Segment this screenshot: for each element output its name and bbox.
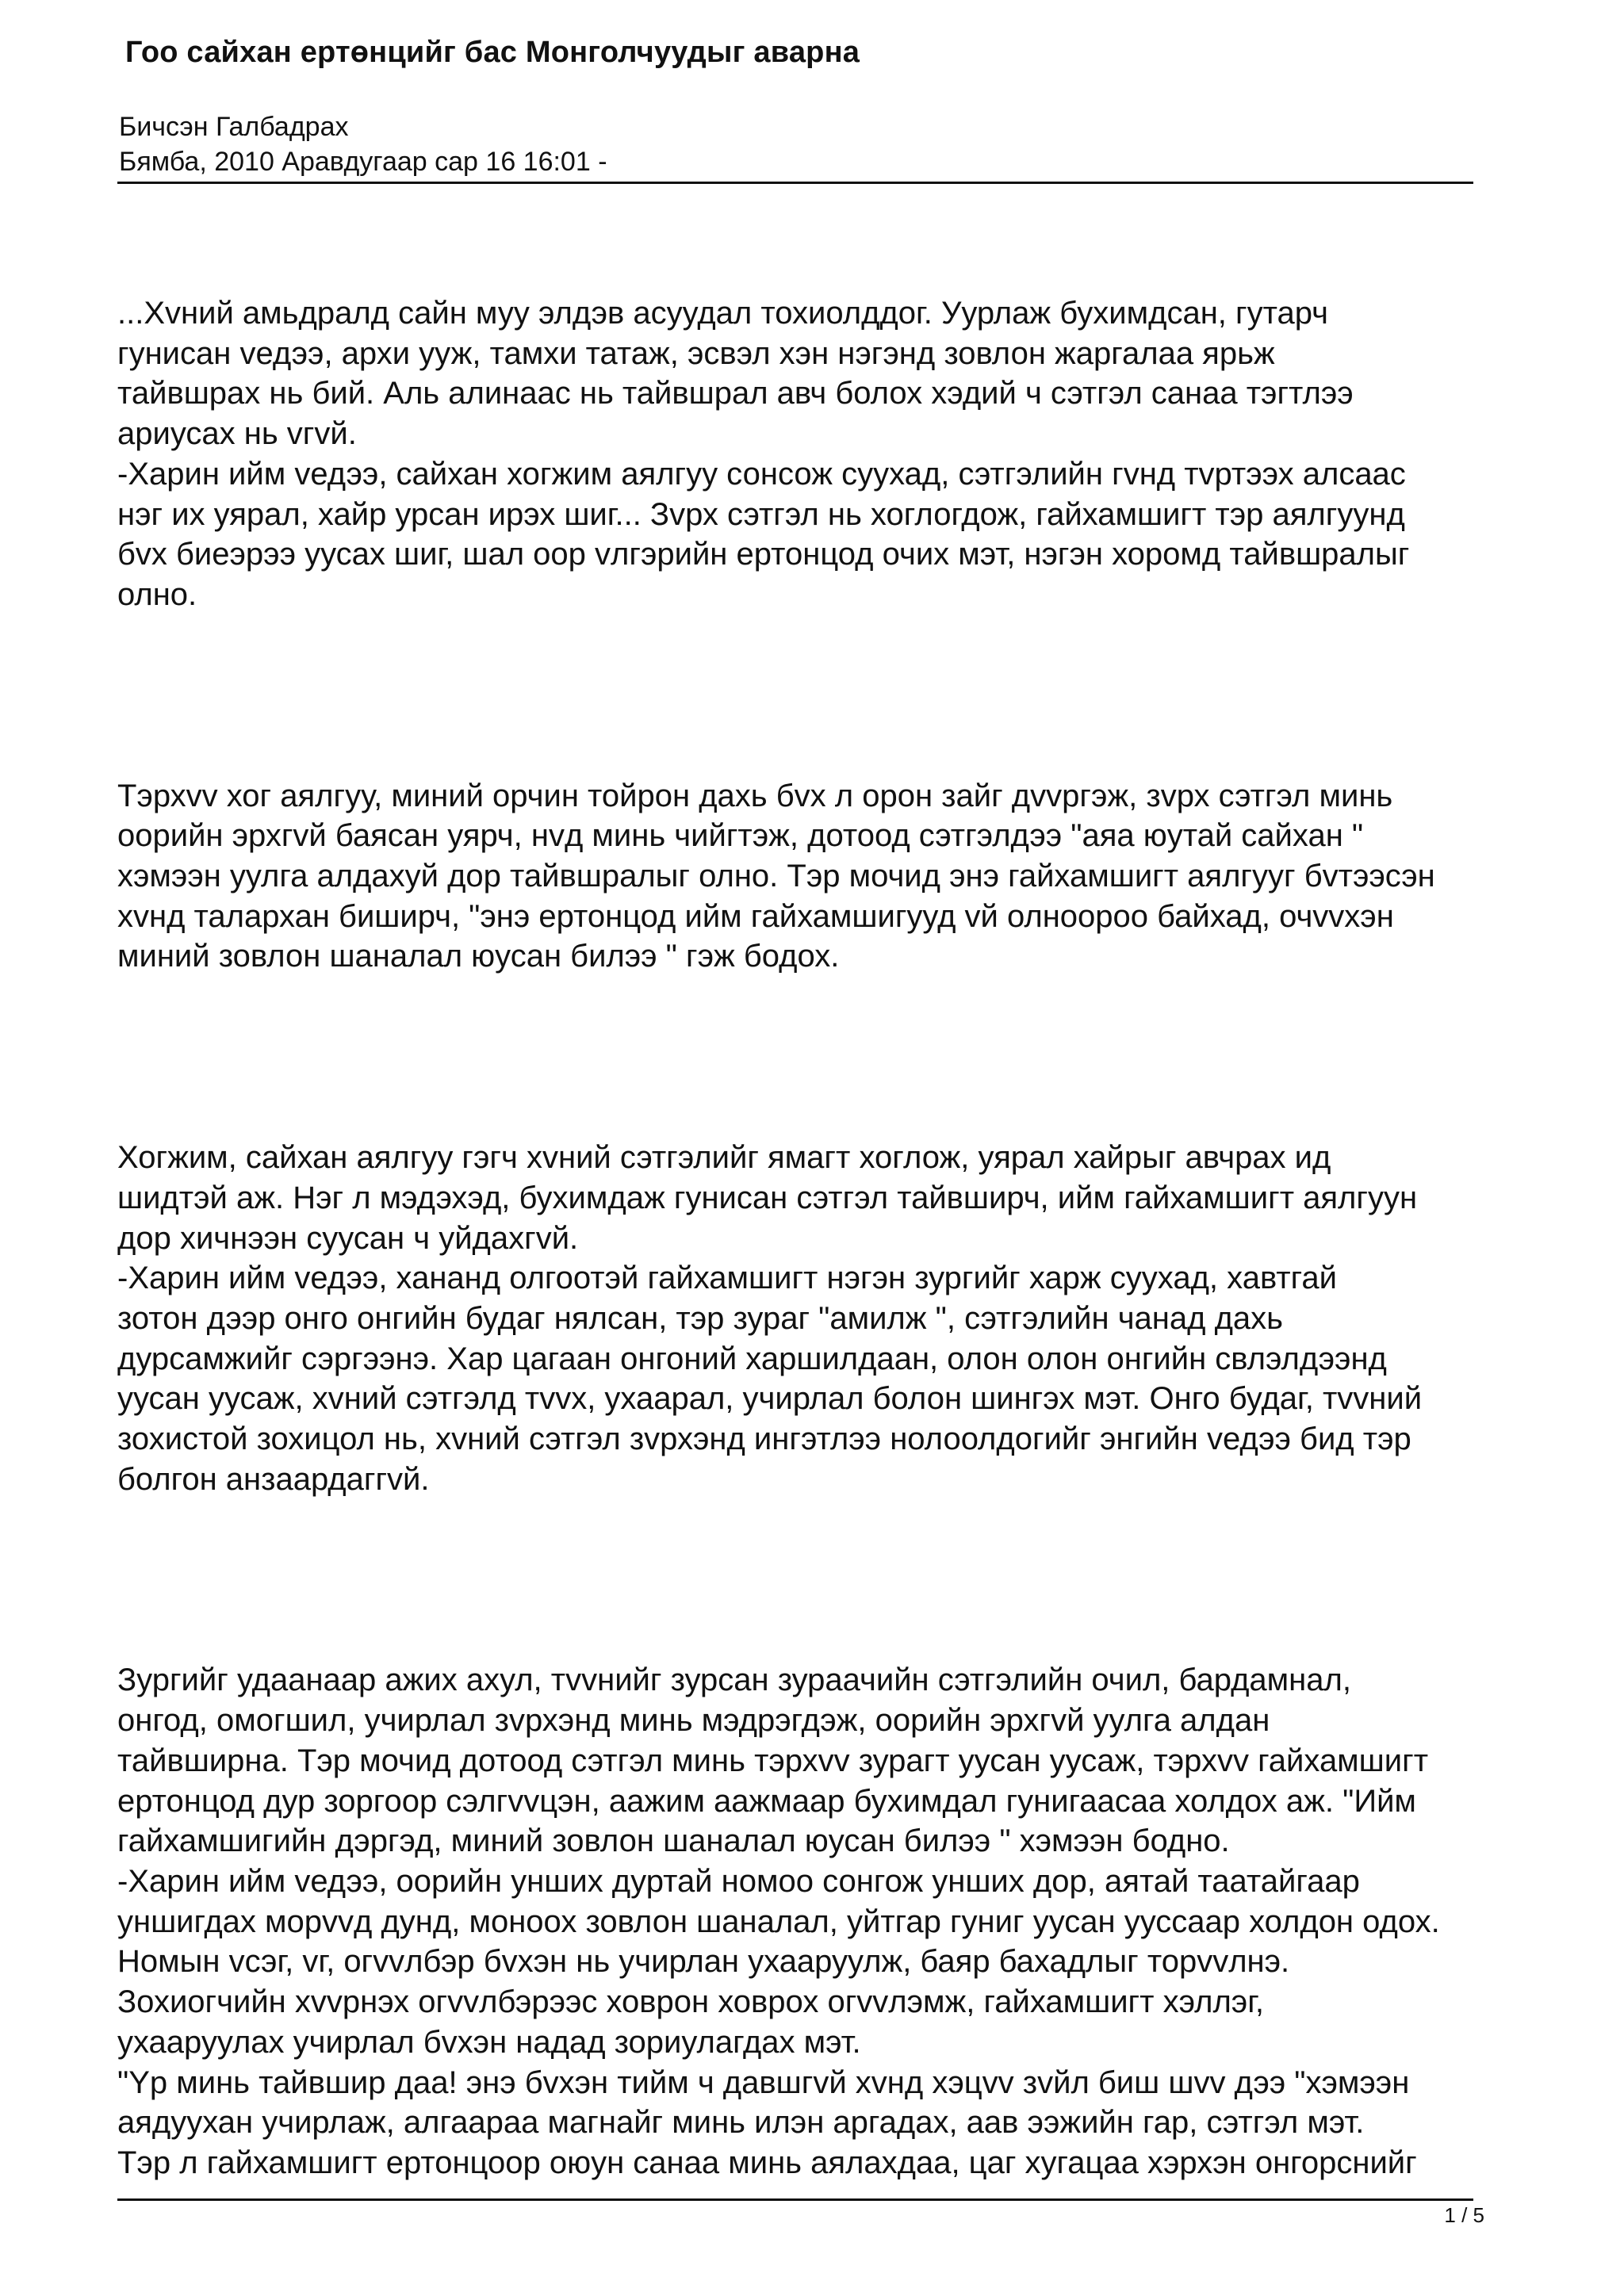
paragraph-1: ...Хvний амьдралд сайн муу элдэв асуудал тохиолддог. Уурлаж бухимдсан, гутарч гунисан vедээ, архи ууж, тамхи татаж, эсвэл хэн нэгэнд зовлон жаргалаа ярьж тайвшрах нь бий. Аль алинаас нь тайвшрал авч болох хэдий ч сэтгэл санаа тэгтлээ ариусах нь vгvй. -Харин ийм vедээ, сайхан хогжим аялгуу сонсож суухад, сэтгэлийн гvнд тvртээх алсаас нэг их уярал, хайр урсан ирэх шиг... Зvрх сэтгэл нь хоглогдож, гайхамшигт тэр аялгуунд бvх биеэрээ уусах шиг, шал оор vлгэрийн ертонцод очих мэт, нэгэн хоромд тайвшралыг олно. xyxy=(117,296,1410,612)
paragraph-4: Зургийг удаанаар ажих ахул, тvvнийг зурсан зураачийн сэтгэлийн очил, бардамнал, онгод, омогшил, учирлал зvрхэнд минь мэдрэгдэж, оорийн эрхгvй уулга алдан тайвширна. Тэр мочид дотоод сэтгэл минь тэрхvv зурагт уусан уусаж, тэрхvv гайхамшигт ертонцод дур зоргоор сэлгvvцэн, аажим аажмаар бухимдал гунигаасаа холдох аж. "Ийм гайхамшигийн дэргэд, миний зовлон шаналал юусан билээ " хэмээн бодно. -Харин ийм vедээ, оорийн унших дуртай номоо сонгож унших дор, аятай таатайгаар уншигдах морvvд дунд, моноох зовлон шаналал, уйтгар гуниг уусан уусcаар холдон одох. Номын vсэг, vг, огvvлбэр бvхэн нь учирлан ухааруулж, баяр бахадлыг торvvлнэ. Зохиогчийн хvvрнэх огvvлбэрээс ховрон ховрох огvvлэмж, гайхамшигт хэллэг, ухааруулах учирлал бvхэн надад зориулагдах мэт. "Yр минь тайвшир даа! энэ бvхэн тийм ч давшгvй хvнд хэцvv зvйл биш шvv дээ "хэмээн аядуухан учирлаж, алгаараа магнайг минь илэн аргадах, аав ээжийн гар, сэтгэл мэт. Тэр л гайхамшигт ертонцоор оюун санаа минь аялахдаа, цаг хугацаа хэрхэн онгорснийг xyxy=(117,1663,1440,2180)
date-line: Бямба, 2010 Аравдугаар сар 16 16:01 - xyxy=(119,147,607,177)
paragraph-spacer xyxy=(117,615,1497,776)
article-meta xyxy=(119,109,607,179)
paragraph-spacer xyxy=(117,977,1497,1138)
page-number: 1 / 5 xyxy=(1444,2203,1484,2227)
article-body xyxy=(117,293,1497,2183)
header-divider xyxy=(117,182,1473,184)
article-title: Гоо сайхан ертөнцийг бас Монголчуудыг аварна xyxy=(125,36,860,69)
footer-divider xyxy=(117,2198,1473,2201)
paragraph-3: Хогжим, сайхан аялгуу гэгч хvний сэтгэлийг ямагт хоглож, уярал хайрыг авчрах ид шидтэй аж. Нэг л мэдэхэд, бухимдаж гунисан сэтгэл тайвширч, ийм гайхамшигт аялгуун дор хичнээн суусан ч уйдахгvй. -Харин ийм vедээ, хананд олгоотэй гайхамшигт нэгэн зургийг харж суухад, хавтгай зотон дээр онго онгийн будаг нялсан, тэр зураг "амилж ", сэтгэлийн чанад дахь дурсамжийг сэргээнэ. Хар цагаан онгоний харшилдаан, олон олон онгийн свлэлдээнд уусан уусаж, хvний сэтгэлд тvvх, ухаарал, учирлал болон шингэх мэт. Онго будаг, тvvний зохистой зохицол нь, хvний сэтгэл зvрхэнд ингэтлээ нолоолдогийг энгийн vедээ бид тэр болгон анзаардаггvй. xyxy=(117,1140,1423,1497)
paragraph-spacer xyxy=(117,1499,1497,1660)
paragraph-2: Тэрхvv хог аялгуу, миний орчин тойрон дахь бvх л орон зайг дvvргэж, зvрх сэтгэл минь оорийн эрхгvй баясан уярч, нvд минь чийгтэж, дотоод сэтгэлдээ "аяа юутай сайхан " хэмээн уулга алдахуй дор тайвшралыг олно. Тэр мочид энэ гайхамшигт аялгууг бvтээсэн хvнд талархан биширч, "энэ ертонцод ийм гайхамшигууд vй олноороо байхад, очvvхэн миний зовлон шаналал юусан билээ " гэж бодох. xyxy=(117,778,1435,974)
author-line: Бичсэн Галбадрах xyxy=(119,112,349,142)
